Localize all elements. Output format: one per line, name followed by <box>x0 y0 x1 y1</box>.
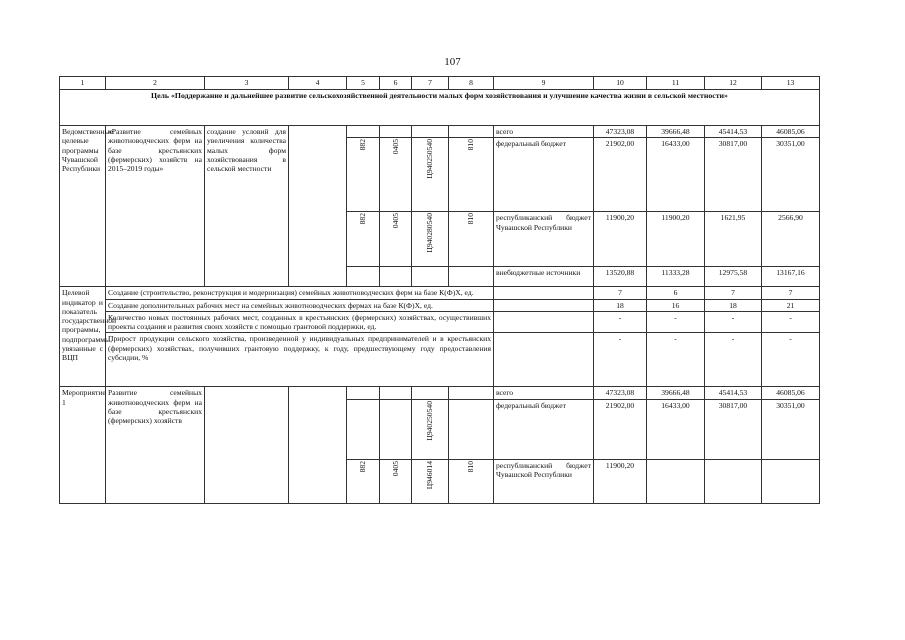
value-cell: 46085,06 <box>762 126 820 138</box>
value-cell: 18 <box>594 299 647 311</box>
section-code: 0405 <box>390 213 400 229</box>
program-status: Ведомственные целевые программы Чувашской Республики <box>60 126 106 287</box>
column-number-row <box>60 77 820 90</box>
value-cell: 21 <box>762 299 820 311</box>
value-cell: 7 <box>762 287 820 299</box>
indicator-text: Количество новых постоянных рабочих мест, созданных в крестьянских (фермерских) хозяйствах, осуществивших проекты создания и развития своих хозяйств с помощью грантовой поддержки, ед. <box>106 311 494 333</box>
measure-name: Развитие семейных животноводческих ферм на базе крестьянских (фермерских) хозяйств <box>106 387 205 503</box>
column-number: 13 <box>762 77 820 90</box>
value-cell: 2566,90 <box>762 212 820 267</box>
value-cell: 13520,88 <box>594 267 647 287</box>
indicator-text: Создание (строительство, реконструкция и модернизация) семейных животноводческих ферм на базе К(Ф)Х, ед. <box>106 287 494 299</box>
value-cell: 47323,08 <box>594 387 647 399</box>
value-cell: 30351,00 <box>762 399 820 459</box>
value-cell: 45414,53 <box>705 126 762 138</box>
value-cell: 11900,20 <box>594 212 647 267</box>
value-cell: 39666,48 <box>647 126 705 138</box>
indicator-row <box>60 299 820 311</box>
target-article-code: Ц940280540 <box>425 213 435 253</box>
value-cell: 11900,20 <box>647 212 705 267</box>
goal-title: Цель «Поддержание и дальнейшее развитие сельскохозяйственной деятельности малых форм хозяйствования и улучшение качества жизни в сельской местности» <box>60 90 820 126</box>
column-number: 7 <box>412 77 449 90</box>
source-label: федеральный бюджет <box>494 138 594 212</box>
source-label: внебюджетные источники <box>494 267 594 287</box>
indicator-row <box>60 333 820 387</box>
indicator-text: Прирост продукции сельского хозяйства, произведенной у индивидуальных предпринимателей и в крестьянских (фермерских) хозяйствах, получивших грантовую поддержку, к году, предшествующему году предоставления субсидии, % <box>106 333 494 387</box>
expense-type-code: 810 <box>466 460 476 472</box>
indicator-text: Создание дополнительных рабочих мест на семейных животноводческих фермах на базе К(Ф)Х, ед. <box>106 299 494 311</box>
value-cell: - <box>594 311 647 333</box>
value-cell: 13167,16 <box>762 267 820 287</box>
value-cell: - <box>762 311 820 333</box>
column-number: 12 <box>705 77 762 90</box>
value-cell: - <box>705 333 762 387</box>
target-article-code: Ц940250540 <box>425 139 435 179</box>
source-label: республиканский бюджет Чувашской Республики <box>494 212 594 267</box>
column-number: 10 <box>594 77 647 90</box>
source-label: республиканский бюджет Чувашской Республики <box>494 459 594 503</box>
source-label: федеральный бюджет <box>494 399 594 459</box>
column-number: 5 <box>347 77 380 90</box>
value-cell: 30817,00 <box>705 138 762 212</box>
value-cell: 12975,58 <box>705 267 762 287</box>
target-article-code: Ц940250540 <box>425 400 435 441</box>
indicator-row <box>60 287 820 299</box>
value-cell: 30351,00 <box>762 138 820 212</box>
value-cell: 39666,48 <box>647 387 705 399</box>
budget-table <box>59 76 820 504</box>
column-number: 2 <box>106 77 205 90</box>
value-cell: - <box>647 333 705 387</box>
indicator-row <box>60 311 820 333</box>
value-cell: 16433,00 <box>647 399 705 459</box>
program-purpose: создание условий для увеличения количества малых форм хозяйствования в сельской местности <box>205 126 289 287</box>
value-cell: 6 <box>647 287 705 299</box>
value-cell: 11333,28 <box>647 267 705 287</box>
value-cell: 21902,00 <box>594 399 647 459</box>
column-number: 4 <box>289 77 347 90</box>
program-total-row <box>60 126 820 138</box>
program-name: «Развитие семейных животноводческих ферм на базе крестьянских (фермерских) хозяйств на 2015–2019 годы» <box>106 126 205 287</box>
section-code: 0405 <box>390 460 400 476</box>
value-cell: 45414,53 <box>705 387 762 399</box>
column-number: 3 <box>205 77 289 90</box>
value-cell: 21902,00 <box>594 138 647 212</box>
value-cell: 16433,00 <box>647 138 705 212</box>
column-number: 8 <box>449 77 494 90</box>
column-number: 6 <box>380 77 412 90</box>
column-number: 9 <box>494 77 594 90</box>
target-article-code: Ц946014 <box>425 460 435 489</box>
responsible-cell <box>289 126 347 287</box>
value-cell: 16 <box>647 299 705 311</box>
value-cell: - <box>647 311 705 333</box>
measure-status: Мероприятие 1 <box>60 387 106 503</box>
value-cell: 47323,08 <box>594 126 647 138</box>
value-cell: 46085,06 <box>762 387 820 399</box>
value-cell: 7 <box>705 287 762 299</box>
goal-row <box>60 90 820 126</box>
grbs-code: 882 <box>358 213 368 225</box>
expense-type-code: 810 <box>466 213 476 225</box>
source-label: всего <box>494 126 594 138</box>
column-number: 11 <box>647 77 705 90</box>
value-cell: 7 <box>594 287 647 299</box>
value-cell: - <box>705 311 762 333</box>
column-number: 1 <box>60 77 106 90</box>
value-cell: 11900,20 <box>594 459 647 503</box>
measure-total-row <box>60 387 820 399</box>
value-cell: - <box>762 333 820 387</box>
grbs-code: 882 <box>358 460 368 472</box>
section-code: 0405 <box>390 139 400 155</box>
expense-type-code: 810 <box>466 139 476 151</box>
value-cell: - <box>594 333 647 387</box>
value-cell: 30817,00 <box>705 399 762 459</box>
indicator-label: Целевой индикатор и показатель государственной программы, подпрограммы, увязанные с ВЦП <box>60 287 106 387</box>
source-label: всего <box>494 387 594 399</box>
value-cell: 1621,95 <box>705 212 762 267</box>
page-number: 107 <box>444 56 461 68</box>
value-cell: 18 <box>705 299 762 311</box>
grbs-code: 882 <box>358 139 368 151</box>
